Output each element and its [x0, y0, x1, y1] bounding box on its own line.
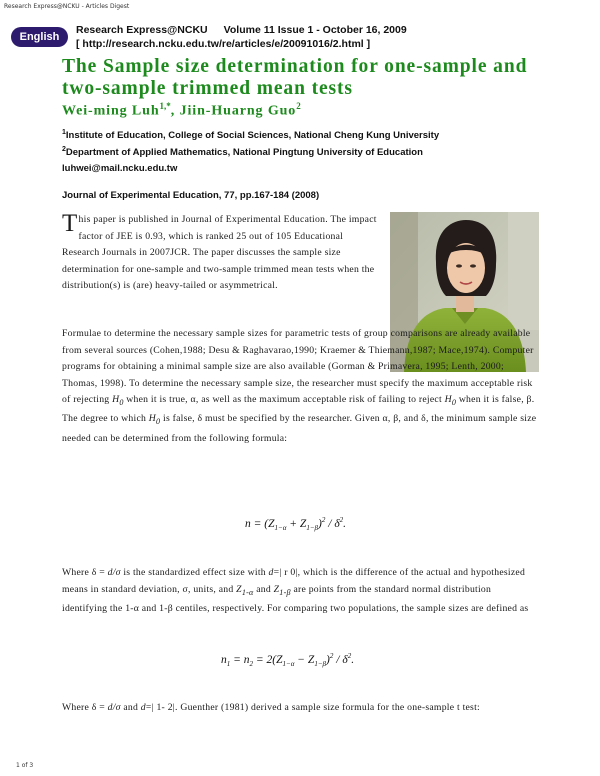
- author-1-mark: 1,*: [159, 101, 171, 111]
- page-footer: 1 of 3: [16, 762, 34, 769]
- language-button[interactable]: English: [11, 27, 68, 47]
- body-paragraph-4: Where δ = d/σ and d=| 1- 2|. Guenther (1981) derived a sample size formula for the one-sample t test:: [62, 702, 480, 713]
- author-2-mark: 2: [296, 101, 301, 111]
- author-2: Jiin-Huarng Guo: [179, 103, 297, 119]
- author-1: Wei-ming Luh: [62, 103, 160, 119]
- intro-paragraph: This paper is published in Journal of Experimental Education. The impact factor of JEE is 0.93, which is ranked 25 out of 105 Educational Research Journals in 2007JCR. The paper discusses the sample size determination for one-sample and two-sample trimmed mean tests when the distribution(s) is (are) heavy-tailed or asymmetrical.: [62, 210, 377, 291]
- page-header: Research Express@NCKU - Articles Digest: [4, 3, 130, 10]
- affiliation-2: $^2$Department of Applied Mathematics, National Pingtung University of Education: [62, 146, 423, 159]
- authors-line: Wei-ming Luh$^{1,*}$, Jiin-Huarng Guo$^2$: [62, 101, 301, 119]
- formula-one-sample: $n = (Z_{1-\alpha} + Z_{1-\beta})^2 / \delta^2$.: [245, 516, 347, 533]
- body-paragraph-3: Where δ = d/σ is the standardized effect size with d=| r 0|, which is the difference of the actual and hypothesized means in standard deviation, σ, units, and $Z_{1-\alpha}$ and $Z_{1-\beta}$ are points from the standard normal distribution identifying the 1-α and 1-β centiles, respectively. For comparing two populations, the sample sizes are defined as: [62, 567, 529, 614]
- formula-two-sample: $n_1 = n_2 = 2(Z_{1-\alpha} - Z_{1-\beta})^2 / \delta^2$.: [221, 652, 355, 669]
- article-url[interactable]: [ http://research.ncku.edu.tw/re/articles/e/20091016/2.html ]: [76, 38, 371, 50]
- journal-citation: Journal of Experimental Education, 77, pp.167-184 (2008): [62, 190, 320, 201]
- issue-info: Volume 11 Issue 1 - October 16, 2009: [223, 24, 407, 36]
- affiliation-1: $^1$Institute of Education, College of Social Sciences, National Cheng Kung University: [62, 129, 440, 142]
- drop-cap: T: [62, 210, 78, 237]
- author-email[interactable]: luhwei@mail.ncku.edu.tw: [62, 163, 178, 174]
- article-title: The Sample size determination for one-sample and two-sample trimmed mean tests: [62, 56, 528, 99]
- body-paragraph-2: Formulae to determine the necessary sample sizes for parametric tests of group comparisons are already available from several sources (Cohen,1988; Desu & Raghavarao,1990; Kraemer & Thiemann,1987; Mace,1974). Computer programs for obtaining a minimal sample size are also available (Gorman & Primavera, 1995; Lenth, 2000; Thomas, 1998). To determine the necessary sample size, the researcher must specify the maximum acceptable risk of rejecting $H_0$ when it is true, α, as well as the maximum acceptable risk of failing to reject $H_0$ when it is false, β. The degree to which $H_0$ is false, δ must be specified by the researcher. Given α, β, and δ, the minimum sample size needed can be determined from the following formula:: [62, 328, 537, 444]
- publication-name[interactable]: Research Express@NCKU: [76, 24, 208, 36]
- publication-line: [76, 24, 407, 36]
